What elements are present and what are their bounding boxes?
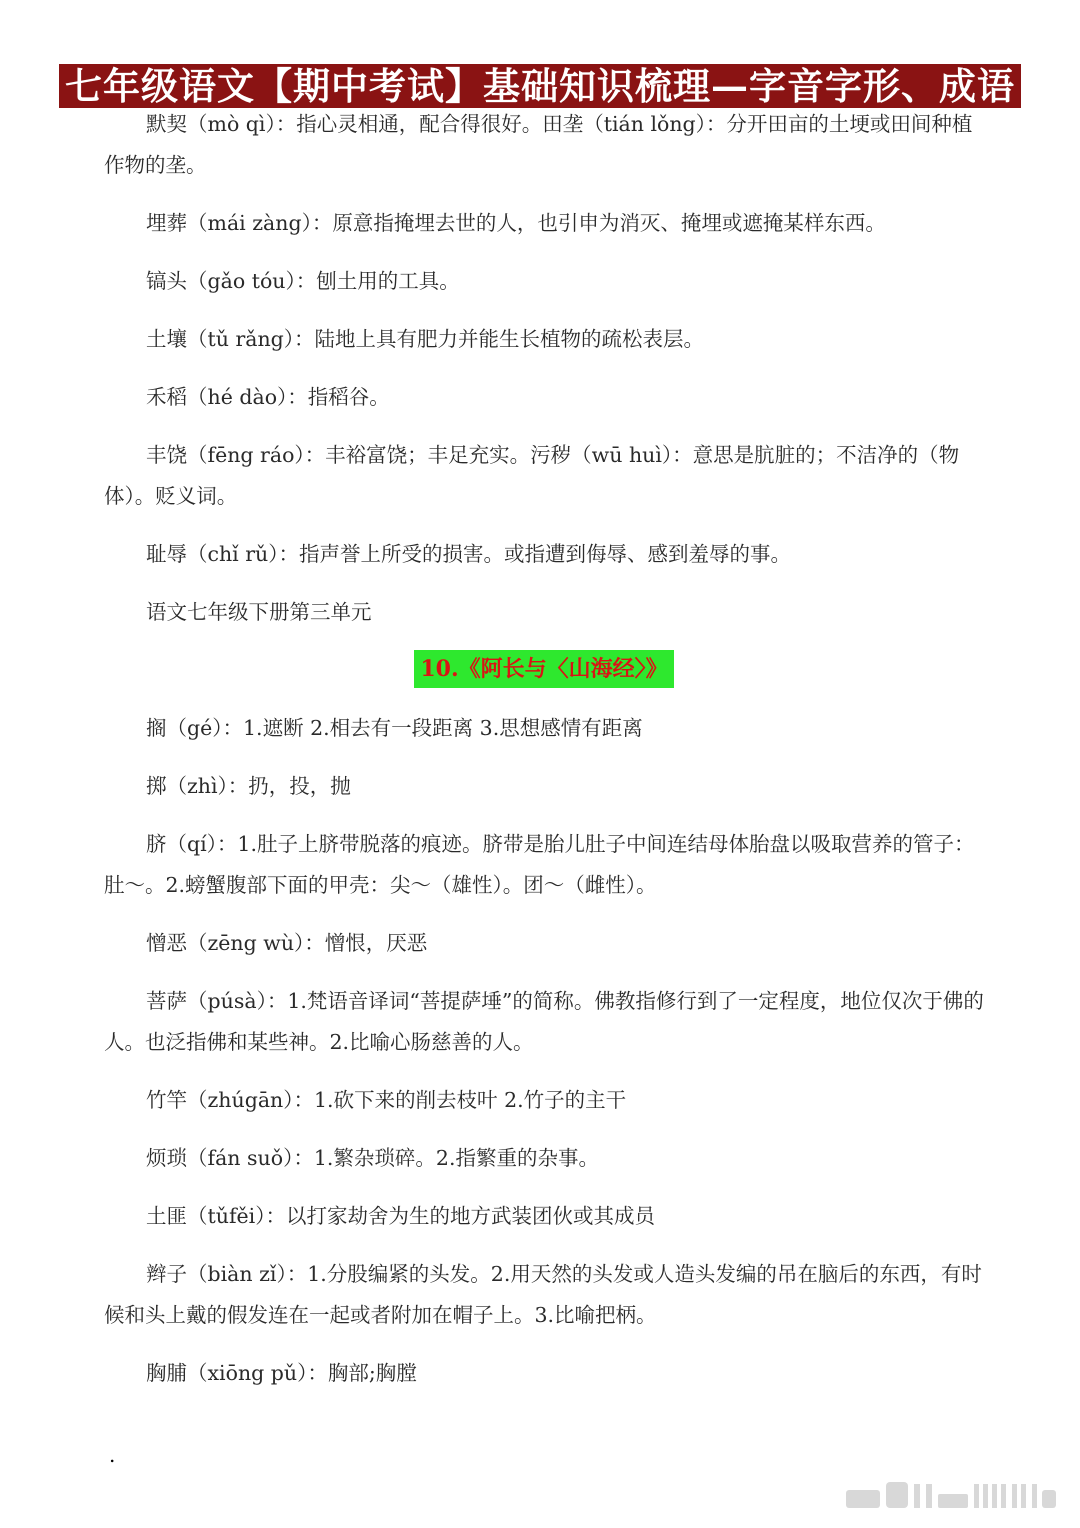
entry-moqi: 默契（mò qì）：指心灵相通，配合得很好。田垄（tián lǒng）：分开田亩的土埂或田间种植作物的垄。 bbox=[104, 112, 973, 177]
entry-tufei: 土匪（tǔfěi）：以打家劫舍为生的地方武装团伙或其成员 bbox=[146, 1204, 655, 1228]
entry-fansuo: 烦琐（fán suǒ）：1.繁杂琐碎。2.指繁重的杂事。 bbox=[146, 1146, 599, 1170]
section-title-banner bbox=[104, 650, 984, 691]
entry-hedao: 禾稻（hé dào）：指稻谷。 bbox=[146, 385, 390, 409]
entry-fengrao: 丰饶（fēng ráo）：丰裕富饶；丰足充实。污秽（wū huì）：意思是肮脏的；不洁净的（物体）。贬义词。 bbox=[104, 443, 960, 508]
entry-zhi: 掷（zhì）：扔，投，抛 bbox=[146, 774, 351, 798]
entry-pusa: 菩萨（púsà）：1.梵语音译词“菩提萨埵”的简称。佛教指修行到了一定程度，地位仅次于佛的人。也泛指佛和某些神。2.比喻心肠慈善的人。 bbox=[104, 989, 984, 1054]
entry-ge: 搁（gé）：1.遮断 2.相去有一段距离 3.思想感情有距离 bbox=[146, 716, 643, 740]
unit-heading: 语文七年级下册第三单元 bbox=[146, 600, 372, 624]
entry-xiongpu: 胸脯（xiōng pǔ）：胸部;胸膛 bbox=[146, 1361, 417, 1385]
watermark-logo bbox=[846, 1480, 1058, 1510]
entry-qi: 脐（qí）：1.肚子上脐带脱落的痕迹。脐带是胎儿肚子中间连结母体胎盘以吸取营养的管子：肚～。2.螃蟹腹部下面的甲壳：尖～（雄性）。团～（雌性）。 bbox=[104, 832, 975, 897]
entry-list bbox=[104, 104, 984, 1394]
entry-maizang: 埋葬（mái zàng）：原意指掩埋去世的人，也引申为消灭、掩埋或遮掩某样东西。 bbox=[146, 211, 886, 235]
footer-dot: . bbox=[109, 1443, 116, 1467]
title-banner bbox=[0, 64, 1080, 108]
page-title: 七年级语文【期中考试】基础知识梳理—字音字形、成语 bbox=[59, 64, 1021, 108]
entry-turang: 土壤（tǔ rǎng）：陆地上具有肥力并能生长植物的疏松表层。 bbox=[146, 327, 705, 351]
entry-bianzi: 辫子（biàn zǐ）：1.分股编紧的头发。2.用天然的头发或人造头发编的吊在脑后的东西，有时候和头上戴的假发连在一起或者附加在帽子上。3.比喻把柄。 bbox=[104, 1262, 982, 1327]
entry-zhugan: 竹竿（zhúgān）：1.砍下来的削去枝叶 2.竹子的主干 bbox=[146, 1088, 627, 1112]
entry-zengwu: 憎恶（zēng wù）：憎恨，厌恶 bbox=[146, 931, 428, 955]
entry-gaotou: 镐头（gǎo tóu）：刨土用的工具。 bbox=[146, 269, 460, 293]
section-title: 10.《阿长与〈山海经〉》 bbox=[414, 650, 673, 688]
entry-chiru: 耻辱（chǐ rǔ）：指声誉上所受的损害。或指遭到侮辱、感到羞辱的事。 bbox=[146, 542, 792, 566]
